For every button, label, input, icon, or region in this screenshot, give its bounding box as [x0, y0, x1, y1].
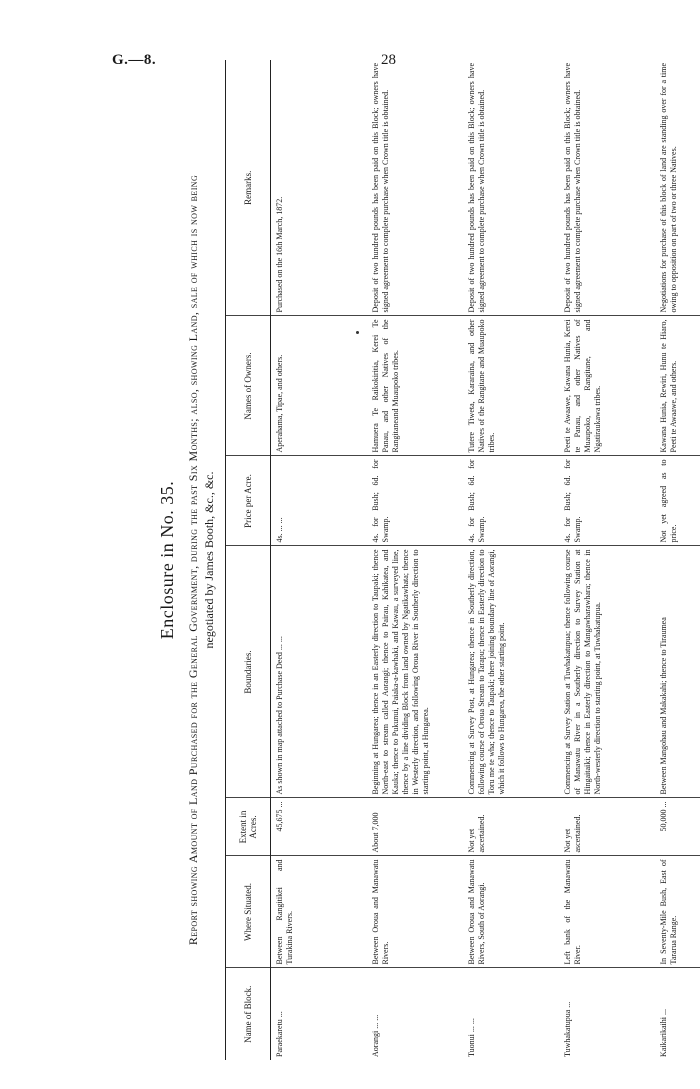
cell-block: Paraekaretu ...: [275, 1011, 284, 1057]
cell-price: 4s. for Bush; 6d. for Swamp.: [559, 456, 655, 546]
cell-owners: Peeti te Awaawe, Kawana Hunia, Kerei te Panau, and other Natives of Muaupoko, Rangitane, and Ngatiraukawa tribes.: [559, 316, 655, 456]
col-header-boundaries: Boundaries.: [226, 546, 271, 798]
cell-boundaries: Commencing at Survey Station at Tuwhakatupua; thence following course of Manawatu River in a Southerly direction to Survey Station at Hingaitaiki; thence in Easterly direction to Mangawharawhara; thence in North-westerly direction to starting point, at Tuwhakatupua.: [559, 546, 655, 798]
document-code: G.—8.: [112, 52, 157, 68]
table-row: [463, 60, 559, 1060]
cell-extent: 50,000 ...: [655, 798, 700, 856]
cell-remarks: Negotiations for purchase of this block of land are standing over for a time owing to opposition on part of two or three Natives.: [655, 60, 700, 316]
table-row: [655, 60, 700, 1060]
cell-remarks: Purchased on the 16th March, 1872.: [271, 60, 368, 316]
cell-remarks: Deposit of two hundred pounds has been paid on this Block; owners have signed agreement to complete purchase when Crown title is obtained.: [367, 60, 463, 316]
cell-extent: Not yet ascertained.: [463, 798, 559, 856]
cell-price: 4s. ... ...: [271, 456, 368, 546]
report-heading-line2: negotiated by James Booth, &c., &c.: [202, 471, 216, 649]
cell-block: Tuonui ... ...: [467, 1018, 476, 1057]
cell-situated: Between Rangitikei and Turakina Rivers.: [271, 856, 368, 968]
cell-situated: In Seventy-Mile Bush, East of Tararua Range.: [655, 856, 700, 968]
col-header-remarks: Remarks.: [226, 60, 271, 316]
enclosure-title: Enclosure in No. 35.: [157, 480, 177, 640]
col-header-owners: Names of Owners.: [226, 316, 271, 456]
cell-price: 4s. for Bush; 6d. for Swamp.: [367, 456, 463, 546]
table-row: [271, 60, 368, 1060]
col-header-situated: Where Situated.: [226, 856, 271, 968]
col-header-price: Price per Acre.: [226, 456, 271, 546]
cell-boundaries: Beginning at Hungarea; thence in an Easterly direction to Taupaki; thence North-east to stream called Aorangi; thence to Pairau, Kahikatea, and Kauka; thence to Pukunui, Paiaka-a-kawhaki, and Kawau, a surveyed line, thence by a line dividing Block from land owned by Ngatikawhata; thence in Westerly direction, and following Oroua River in Southerly direction to starting point, at Hungarea.: [367, 546, 463, 798]
cell-remarks: Deposit of two hundred pounds has been paid on this Block; owners have signed agreement to complete purchase when Crown title is obtained.: [559, 60, 655, 316]
cell-remarks: Deposit of two hundred pounds has been paid on this Block; owners have signed agreement to complete purchase when Crown title is obtained.: [463, 60, 559, 316]
cell-price: Not yet agreed as to price.: [655, 456, 700, 546]
cell-price: 4s. for Bush; 6d. for Swamp.: [463, 456, 559, 546]
cell-block: Kaikarikaihi ...: [655, 968, 700, 1060]
cell-owners: Hamuera Te Raikokiritia, Kerei Te Panau, and other Natives of the Rangitaneand Muaupoko tribes.: [367, 316, 463, 456]
cell-owners: Tutere Tiweta, Kararaina, and other Natives of the Rangitane and Muaupoko tribes.: [463, 316, 559, 456]
table-header-row: [226, 60, 271, 1060]
cell-owners: Aperahama, Tipae, and others.: [271, 316, 368, 456]
cell-boundaries: Commencing at Survey Post, at Hungarea; thence in Southerly direction, following course of Oroua Stream to Tarapu; thence in Easterly direction to Toru me te wha; thence to Taupaki; there joining boundary line of Aorangi, which it follows to Hungarea, the other starting point.: [463, 546, 559, 798]
cell-boundaries: Between Mangohau and Makakahi; thence to Tiraumea: [655, 546, 700, 798]
report-heading: [185, 90, 217, 1030]
cell-situated: Between Oroua and Manawatu Rivers.: [367, 856, 463, 968]
col-header-block: Name of Block.: [226, 968, 271, 1060]
cell-situated: Left bank of the Manawatu River.: [559, 856, 655, 968]
cell-boundaries: As shown in map attached to Purchase Deed ... ...: [271, 546, 368, 798]
report-heading-line1: Report showing Amount of Land Purchased for the General Government, during the past Six Months; also, showing Land, sale of which is now being: [186, 174, 200, 946]
page-number: 28: [381, 52, 396, 68]
rotated-page-content: [100, 60, 700, 1060]
cell-owners: Kawana Hunia, Rewiri, Hunu te Hiaro, Peeti te Awaawe, and others.: [655, 316, 700, 456]
table-row: [367, 60, 463, 1060]
col-header-extent: Extent in Acres.: [226, 798, 271, 856]
cell-block: Aorangi ... ...: [371, 1014, 380, 1057]
cell-block: Tuwhakatupua ...: [563, 1001, 572, 1057]
cell-extent: About 7,000: [367, 798, 463, 856]
land-purchase-table: [225, 60, 700, 1060]
cell-extent: 45,675 ...: [271, 798, 368, 856]
cell-extent: Not yet ascertained.: [559, 798, 655, 856]
cell-situated: Between Oroua and Manawatu Rivers, South of Aorangi.: [463, 856, 559, 968]
table-row: [559, 60, 655, 1060]
